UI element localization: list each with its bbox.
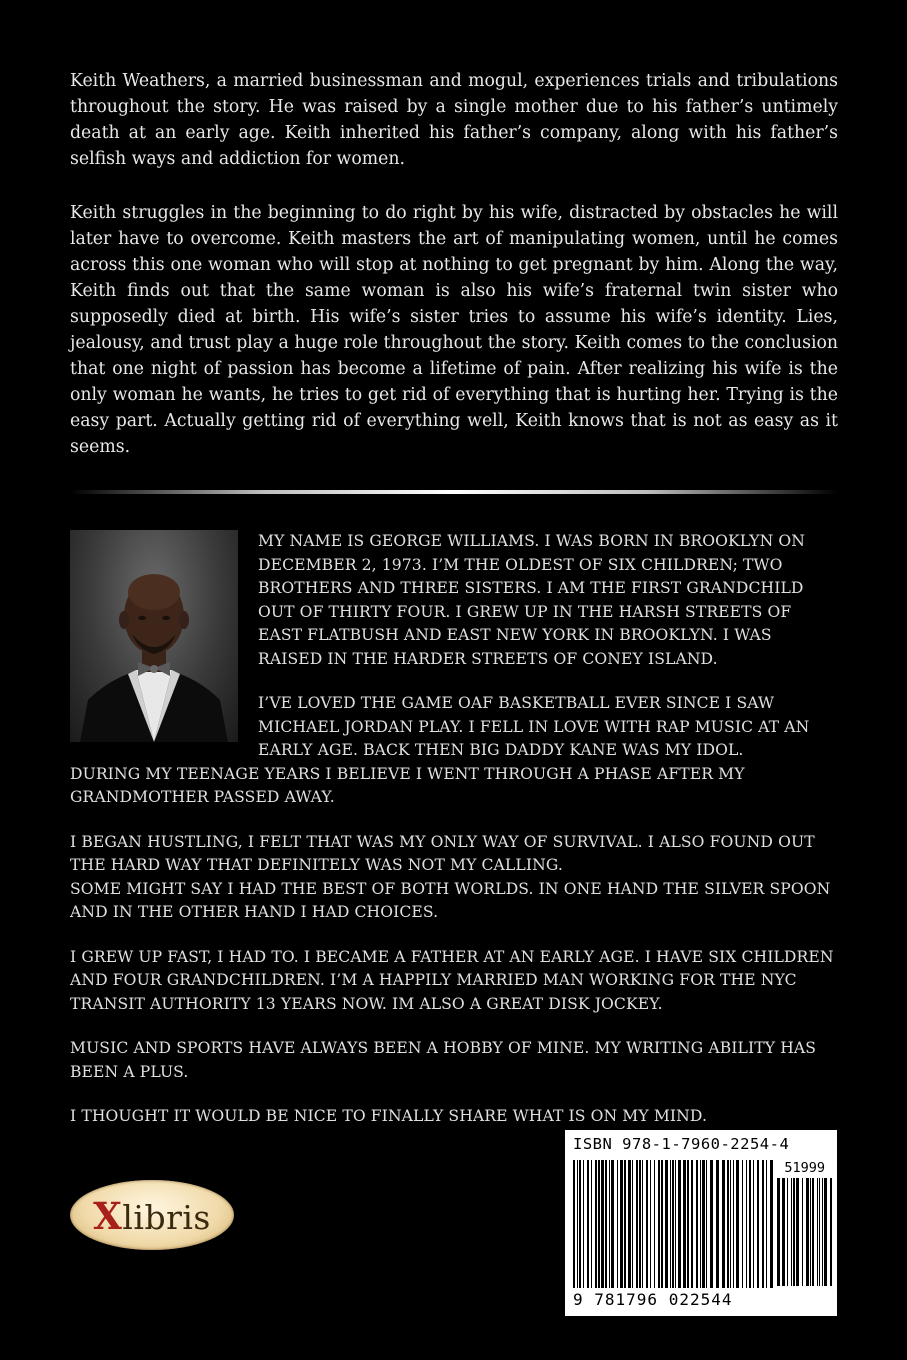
bio-paragraph-4: I GREW UP FAST, I HAD TO. I BECAME A FATHER AT AN EARLY AGE. I HAVE SIX CHILDREN AND FOUR GRANDCHILDREN. I’M A HAPPILY MARRIED MAN WORKING FOR THE NYC TRANSIT AUTHORITY 13 YEARS NOW. IM ALSO A GREAT DISK JOCKEY.	[70, 947, 834, 1013]
barcode-bar	[819, 1178, 820, 1286]
barcode-bar	[762, 1160, 764, 1288]
blurb-paragraph-2: Keith struggles in the beginning to do right by his wife, distracted by obstacles he will later have to overcome. Keith masters the art of manipulating women, until he comes across this one woman who will stop at nothing to get pregnant by him. Along the way, Keith finds out that the same woman is also his wife’s fraternal twin sister who supposedly died at birth. His wife’s sister tries to assume his wife’s identity. Lies, jealousy, and trust play a huge role throughout the story. Keith comes to the conclusion that one night of passion has become a lifetime of pain. After realizing his wife is the only woman he wants, he tries to get rid of everything that is hurting her. Trying is the easy part. Actually getting rid of everything well, Keith knows that is not as easy as it seems.	[70, 203, 838, 457]
barcode-bar	[658, 1160, 660, 1288]
barcode-bar	[620, 1160, 623, 1288]
barcode-bar	[787, 1178, 788, 1286]
logo-rest: libris	[122, 1198, 211, 1237]
barcode-bar	[573, 1160, 575, 1288]
barcode-bar	[742, 1160, 743, 1288]
barcode-bar	[696, 1160, 698, 1288]
barcode-bar	[587, 1160, 589, 1288]
barcode-bar	[628, 1160, 631, 1288]
barcode-bar	[706, 1160, 707, 1288]
bio-paragraph-3b: SOME MIGHT SAY I HAD THE BEST OF BOTH WORLDS. IN ONE HAND THE SILVER SPOON AND IN THE OTHER HAND I HAD CHOICES.	[70, 879, 831, 921]
barcode-bar	[617, 1160, 618, 1288]
isbn-barcode	[565, 1130, 837, 1316]
price-barcode-bars	[777, 1178, 833, 1286]
barcode-bar	[700, 1160, 701, 1288]
back-cover-blurb	[70, 68, 838, 488]
barcode-bar	[654, 1160, 655, 1288]
barcode-bar	[810, 1178, 811, 1286]
barcode-bar	[757, 1160, 759, 1288]
barcode-bar	[730, 1160, 731, 1288]
barcode-bar	[722, 1160, 725, 1288]
bio-paragraph-6: I THOUGHT IT WOULD BE NICE TO FINALLY SHARE WHAT IS ON MY MIND.	[70, 1107, 708, 1125]
bio-paragraph-2a: I’VE LOVED THE GAME OAF BASKETBALL EVER SINCE I SAW MICHAEL JORDAN PLAY. I FELL IN LOVE WITH RAP MUSIC AT AN EARLY AGE. BACK THEN BIG DADDY KANE WAS MY IDOL.	[258, 694, 810, 759]
bio-paragraph-2b: DURING MY TEENAGE YEARS I BELIEVE I WENT THROUGH A PHASE AFTER MY GRANDMOTHER PASSED AWAY.	[70, 764, 745, 806]
barcode-bar	[639, 1160, 641, 1288]
barcode-bar	[591, 1160, 592, 1288]
barcode-bar	[766, 1160, 767, 1288]
author-portrait-illustration	[70, 530, 238, 742]
logo-x: X	[93, 1194, 123, 1238]
barcode-bar	[650, 1160, 651, 1288]
barcode-bar	[736, 1160, 739, 1288]
blurb-paragraph-1: Keith Weathers, a married businessman and mogul, experiences trials and tribulations throughout the story. He was raised by a single mother due to his father’s untimely death at an early age. Keith inherited his father’s company, along with his father’s selfish ways and addiction for women.	[70, 71, 838, 169]
barcode-bar	[691, 1160, 693, 1288]
barcode-bar	[624, 1160, 626, 1288]
barcode-bar	[796, 1178, 799, 1286]
barcode-bar	[583, 1160, 584, 1288]
isbn-label: ISBN 978-1-7960-2254-4	[573, 1135, 790, 1153]
barcode-bar	[675, 1160, 676, 1288]
barcode-bar	[609, 1160, 610, 1288]
barcode-bar	[595, 1160, 597, 1288]
barcode-bar	[577, 1160, 578, 1288]
barcode-bar	[646, 1160, 648, 1288]
barcode-bar	[605, 1160, 607, 1288]
barcode-bar	[636, 1160, 638, 1288]
barcode-bar	[601, 1160, 604, 1288]
barcode-bar	[817, 1178, 818, 1286]
barcode-bar	[770, 1160, 773, 1288]
barcode-bar	[670, 1160, 671, 1288]
barcode-bar	[672, 1160, 674, 1288]
barcode-bar	[665, 1160, 668, 1288]
barcode-bar	[791, 1178, 792, 1286]
barcode-bar	[678, 1160, 681, 1288]
barcode-bar	[830, 1178, 832, 1286]
barcode-bar	[598, 1160, 600, 1288]
barcode-bars	[573, 1160, 773, 1288]
barcode-bar	[710, 1160, 713, 1288]
section-divider	[70, 490, 838, 494]
author-photo	[70, 530, 238, 742]
barcode-bar	[812, 1178, 814, 1286]
barcode-bar	[683, 1160, 686, 1288]
barcode-bar	[727, 1160, 729, 1288]
barcode-bar	[753, 1160, 754, 1288]
barcode-bar	[793, 1178, 795, 1286]
barcode-bar	[716, 1160, 719, 1288]
ean-number: 9 781796 022544	[573, 1290, 733, 1309]
barcode-bar	[702, 1160, 705, 1288]
barcode-bar	[777, 1178, 780, 1286]
bio-paragraph-3a: I BEGAN HUSTLING, I FELT THAT WAS MY ONLY WAY OF SURVIVAL. I ALSO FOUND OUT THE HARD WAY THAT DEFINITELY WAS NOT MY CALLING.	[70, 832, 815, 874]
barcode-bar	[733, 1160, 734, 1288]
barcode-bar	[822, 1178, 823, 1286]
barcode-bar	[642, 1160, 643, 1288]
barcode-bar	[782, 1178, 785, 1286]
barcode-bar	[579, 1160, 581, 1288]
barcode-bar	[632, 1160, 633, 1288]
barcode-bar	[746, 1160, 747, 1288]
xlibris-logo	[70, 1180, 234, 1250]
barcode-bar	[806, 1178, 809, 1286]
bio-paragraph-5: MUSIC AND SPORTS HAVE ALWAYS BEEN A HOBBY OF MINE. MY WRITING ABILITY HAS BEEN A PLUS.	[70, 1039, 817, 1081]
barcode-bar	[661, 1160, 663, 1288]
barcode-bar	[749, 1160, 751, 1288]
barcode-bar	[802, 1178, 803, 1286]
price-code: 51999	[784, 1160, 825, 1176]
barcode-bar	[611, 1160, 614, 1288]
barcode-bar	[687, 1160, 689, 1288]
barcode-bar	[824, 1178, 827, 1286]
logo-wordmark	[70, 1194, 234, 1238]
bio-paragraph-1: MY NAME IS GEORGE WILLIAMS. I WAS BORN IN BROOKLYN ON DECEMBER 2, 1973. I’M THE OLDEST OF SIX CHILDREN; TWO BROTHERS AND THREE SISTERS. I AM THE FIRST GRANDCHILD OUT OF THIRTY FOUR. I GREW UP IN THE HARSH STREETS OF EAST FLATBUSH AND EAST NEW YORK IN BROOKLYN. I WAS RAISED IN THE HARDER STREETS OF CONEY ISLAND.	[258, 532, 806, 668]
